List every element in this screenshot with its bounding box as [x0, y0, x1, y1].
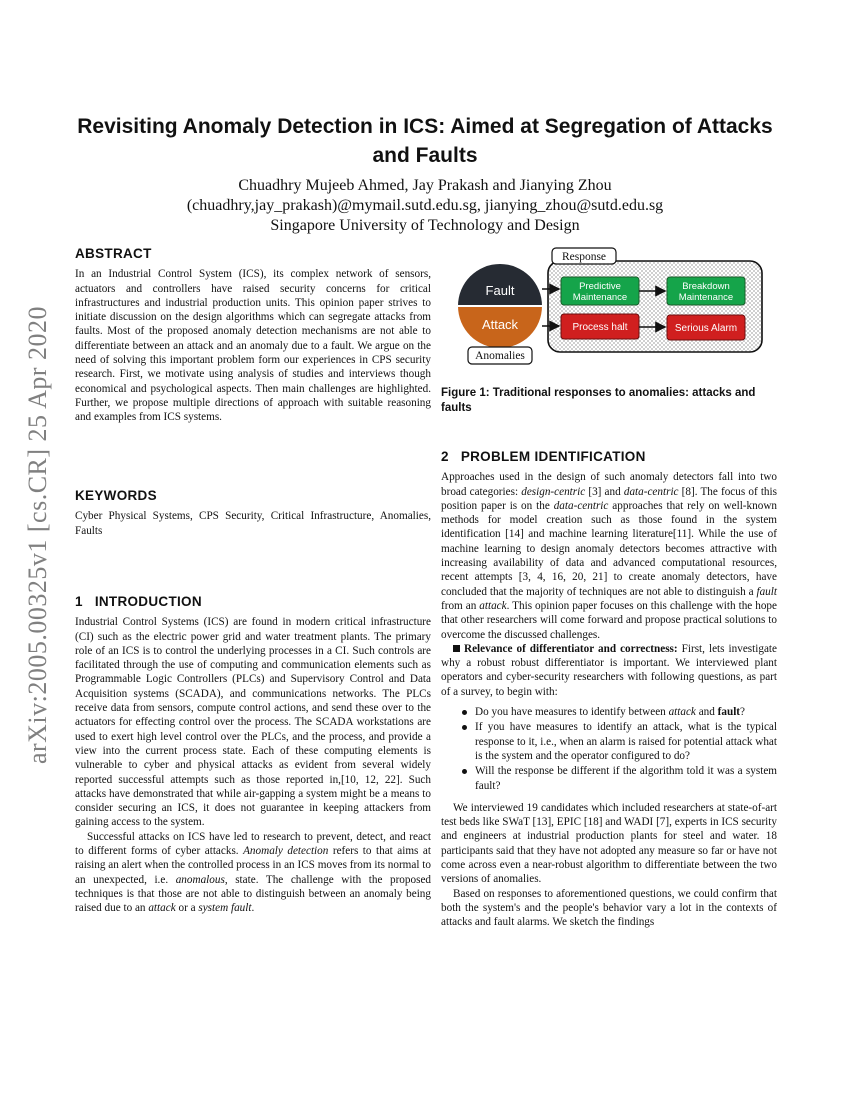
problem-paragraph-1: Approaches used in the design of such anomaly detectors fall into two broad categories: design-centric [3] and data-centric [8]. The focus of this position paper is on the data-centric approaches that rely on well-known methods for model creation such as those found in the system identification [14] and machine learning literature[11]. While the use of machine learning to design anomaly detectors becomes attractive with increasing availability of data and advanced computational resources, recent attempts [3, 4, 16, 20, 21] to create anomaly detectors, have concluded that the majority of techniques are not able to distinguish a fault from an attack. This opinion paper focuses on this challenge with the hope that other researchers will come forward and propose practical solutions to overcome the discussed challenges. — [441, 471, 777, 641]
response-label: Response — [561, 251, 607, 263]
keywords-section — [75, 489, 431, 538]
section-title: PROBLEM IDENTIFICATION — [460, 449, 646, 464]
keywords-heading: KEYWORDS — [75, 488, 157, 503]
section-title: INTRODUCTION — [94, 594, 202, 609]
box2-line1: Breakdown — [682, 281, 730, 292]
abstract-section — [75, 247, 431, 425]
box1-line1: Predictive — [579, 281, 621, 292]
figure-1-diagram — [455, 244, 775, 369]
box4-label: Serious Alarm — [674, 323, 738, 334]
intro-paragraph-1: Industrial Control Systems (ICS) are found in modern critical infrastructure (CI) such as the electric power grid and water treatment plants. The primary role of an ICS is to control the underlying processes in a CI. Such controls are facilitated through the use of computing and communication elements such as Programmable Logic Controllers (PLCs) and Supervisory Control and Data Acquisition systems (SCADA), and communications networks. The PLCs receive data from sensors, compute control actions, and send these over to the actuators for effecting control over the process. The SCADA workstations are used to exert high level control over the PLCs, and the process, and provide a view into the current process state. Each of these computing elements is vulnerable to cyber and physical attacks as evident from several widely reported successful attempts such as those reported in,[10, 12, 22]. Such attacks have demonstrated that while air-gapping a system might be a means to consider securing an ICS, it does not guarantee in keeping attackers from gaining access to the system. — [75, 616, 431, 829]
box3-label: Process halt — [572, 322, 628, 333]
author-affiliation: Singapore University of Technology and Design — [270, 217, 580, 234]
author-names: Chuadhry Mujeeb Ahmed, Jay Prakash and Jianying Zhou — [238, 177, 612, 194]
paper-title: Revisiting Anomaly Detection in ICS: Aimed at Segregation of Attacks and Faults — [77, 115, 773, 167]
section-number: 1 — [75, 594, 83, 609]
author-emails: (chuadhry,jay_prakash)@mymail.sutd.edu.sg, jianying_zhou@sutd.edu.sg — [186, 197, 664, 214]
arxiv-id: arXiv:2005.00325v1 [cs.CR] 25 Apr 2020 — [23, 305, 52, 765]
problem-paragraph-4: Based on responses to aforementioned questions, we could confirm that both the system's and the people's behavior vary a lot in the contexts of attacks and fault alarms. We sketch the findings — [441, 887, 777, 929]
attack-label: Attack — [481, 317, 519, 332]
problem-section — [441, 450, 777, 930]
introduction-heading — [75, 595, 431, 609]
problem-paragraph-3: We interviewed 19 candidates which included researchers at state-of-art test beds like SWaT [13], EPIC [18] and WADI [7], experts in ICS security and engineers at industrial production plants for steel and water. 18 participants said that they have not adopted any measure so far or have not come across even a near-robust algorithm to differentiate between the two versions of anomalies. — [441, 801, 777, 886]
list-item: Will the response be different if the algorithm told it was a system fault? — [475, 765, 777, 792]
intro-paragraph-2: Successful attacks on ICS have led to research to prevent, detect, and react to different forms of cyber attacks. Anomaly detection refers to that aims at raising an alert when the controlled process in an ICS moves from its normal to an unexpected, i.e. anomalous, state. The challenge with the proposed techniques is that those are not able to distinguish between an anomaly being raised due to an attack or a system fault. — [75, 830, 431, 915]
problem-paragraph-2: Relevance of differentiator and correctness: First, lets investigate why a robust robust differentiator is important. We interviewed plant operators and cyber-security researchers with following questions, as part of a survey, to begin with: — [441, 642, 777, 698]
arxiv-sidebar — [20, 265, 56, 805]
list-item: Do you have measures to identify between attack and fault? — [475, 705, 777, 719]
box1-line2: Maintenance — [572, 292, 628, 303]
box2-line2: Maintenance — [678, 292, 734, 303]
problem-heading — [441, 450, 777, 464]
author-block — [75, 176, 775, 236]
list-item: If you have measures to identify an attack, what is the typical response to it, i.e., when an alarm is raised for potential attack what is the system and the operator configured to do? — [475, 721, 777, 762]
keywords-text: Cyber Physical Systems, CPS Security, Critical Infrastructure, Anomalies, Faults — [75, 510, 431, 537]
fault-label: Fault — [485, 283, 515, 298]
introduction-section — [75, 595, 431, 916]
figure-caption: Figure 1: Traditional responses to anomalies: attacks and faults — [441, 387, 756, 414]
square-bullet-icon — [453, 645, 460, 652]
survey-questions — [441, 705, 777, 793]
abstract-text: In an Industrial Control System (ICS), its complex network of sensors, actuators and controllers have raised security concerns for critical infrastructures and industrial production units. This opinion paper strives to initiate discussion on the design algorithms which can segregate attacks from faults. Most of the proposed anomaly detection mechanisms are not able to differentiate between an attack and an anomaly due to a fault. We argue on the need of solving this important problem form our experiences in CPS security research. First, we motivate using analysis of studies and interviews though economical and psychological aspects. Then main challenges are highlighted. Further, we propose multiple directions of approach with suitable reasoning and examples from ICS systems. — [75, 268, 431, 424]
section-number: 2 — [441, 449, 449, 464]
anomalies-label: Anomalies — [475, 350, 525, 362]
abstract-heading: ABSTRACT — [75, 246, 152, 261]
